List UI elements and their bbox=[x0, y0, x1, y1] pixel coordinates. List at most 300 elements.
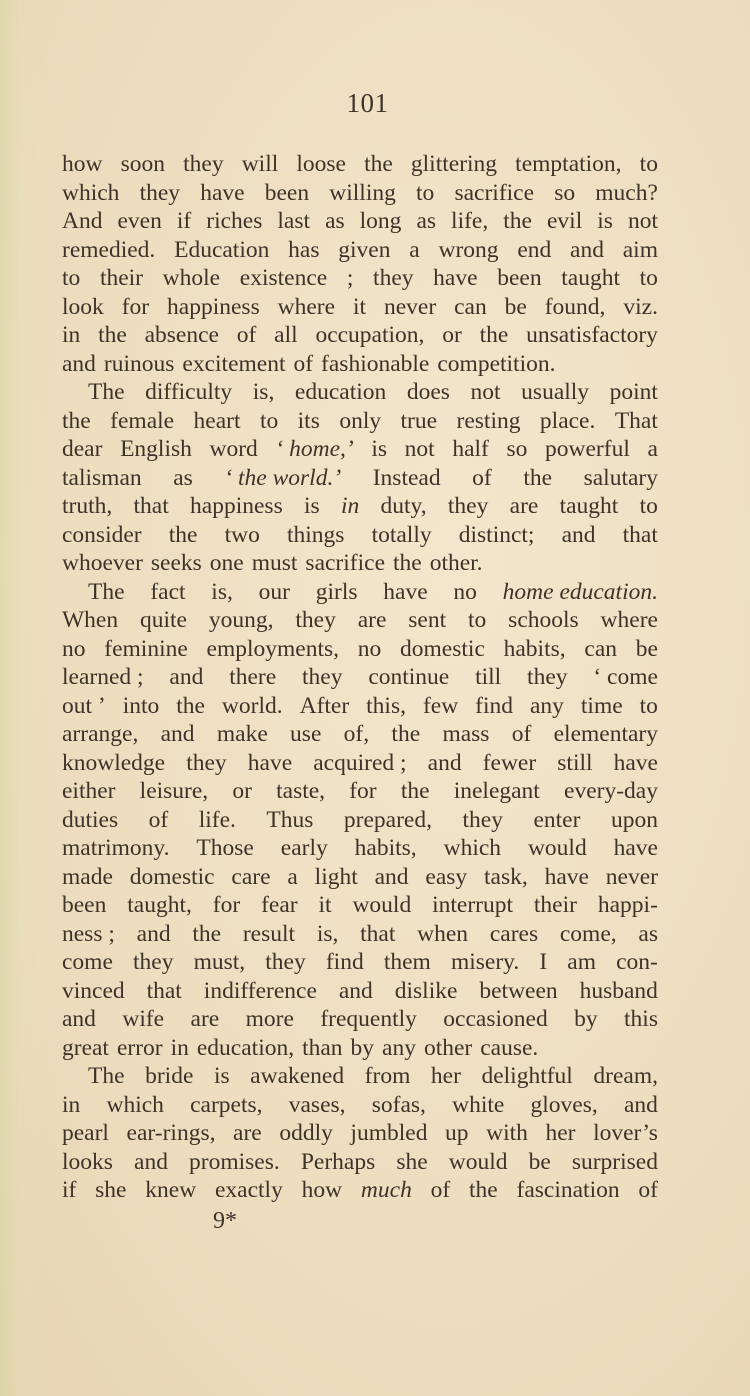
word: error bbox=[116, 1034, 163, 1061]
word: powerful bbox=[545, 436, 630, 462]
word: no bbox=[357, 635, 382, 662]
word: habits, bbox=[354, 835, 417, 861]
word: pearl bbox=[62, 1120, 109, 1146]
word: The bbox=[88, 578, 125, 605]
word: either bbox=[62, 778, 116, 804]
word: cause. bbox=[480, 1034, 539, 1061]
text-line bbox=[62, 150, 658, 179]
word: are bbox=[357, 607, 387, 633]
word: be bbox=[635, 635, 658, 662]
word: And bbox=[62, 208, 103, 234]
word: the bbox=[192, 920, 222, 947]
word: salutary bbox=[583, 464, 658, 491]
word: long bbox=[359, 208, 402, 234]
word: mass bbox=[442, 721, 490, 747]
word: they bbox=[527, 664, 568, 690]
word: the bbox=[469, 1177, 498, 1203]
text-line bbox=[62, 321, 658, 350]
text-line bbox=[62, 606, 658, 635]
word: taste, bbox=[276, 778, 326, 804]
word: schools bbox=[508, 607, 579, 633]
text-line bbox=[62, 692, 658, 721]
text-line bbox=[62, 236, 658, 265]
word: any bbox=[530, 692, 564, 719]
text-line bbox=[62, 1005, 658, 1034]
word: that bbox=[622, 521, 658, 548]
word: That bbox=[614, 407, 658, 434]
text-line bbox=[62, 948, 658, 977]
word: cares bbox=[489, 920, 539, 947]
text-line bbox=[62, 464, 658, 493]
word: have bbox=[613, 835, 658, 861]
word: happi- bbox=[597, 892, 658, 918]
word: been bbox=[264, 179, 310, 206]
word: and bbox=[338, 977, 373, 1004]
word: more bbox=[245, 1006, 294, 1032]
word: is bbox=[304, 493, 320, 519]
word: jumbled bbox=[350, 1120, 428, 1146]
body-text bbox=[62, 150, 658, 1205]
word: with bbox=[486, 1120, 528, 1146]
word: Perhaps bbox=[300, 1148, 376, 1175]
word: English bbox=[120, 436, 192, 462]
word: Education bbox=[174, 236, 270, 263]
word: sent bbox=[408, 607, 447, 633]
word: and bbox=[427, 749, 462, 776]
word: true bbox=[400, 407, 438, 434]
word: where bbox=[600, 607, 658, 633]
word: girls bbox=[315, 578, 358, 605]
word: lover’s bbox=[593, 1120, 658, 1146]
word: habits, bbox=[503, 635, 566, 662]
word: early bbox=[280, 835, 328, 861]
word: her bbox=[545, 1120, 576, 1146]
word: not bbox=[627, 208, 658, 234]
italic-word: ‘ home,’ bbox=[275, 436, 354, 462]
word: would bbox=[527, 835, 587, 861]
word: and bbox=[561, 521, 596, 548]
word: looks bbox=[62, 1148, 113, 1175]
word: and bbox=[169, 664, 204, 690]
word: of bbox=[472, 464, 492, 491]
word: given bbox=[338, 236, 391, 263]
word: word bbox=[209, 436, 258, 462]
text-line bbox=[62, 350, 658, 379]
word: am bbox=[567, 949, 597, 975]
word: only bbox=[339, 407, 382, 434]
word: elementary bbox=[553, 721, 658, 747]
word: misery. bbox=[450, 949, 520, 975]
word: is bbox=[371, 436, 388, 462]
word: life, bbox=[451, 208, 489, 234]
word: husband bbox=[579, 977, 658, 1004]
word: they bbox=[295, 607, 336, 633]
word: vinced bbox=[62, 977, 125, 1004]
word: taught, bbox=[127, 892, 192, 918]
word: all bbox=[274, 322, 298, 348]
word: to bbox=[639, 151, 658, 177]
text-line bbox=[62, 635, 658, 664]
word: of bbox=[430, 1177, 451, 1203]
word: time bbox=[580, 692, 623, 719]
word: absence bbox=[144, 322, 219, 348]
text-line bbox=[62, 834, 658, 863]
word: ruinous bbox=[103, 350, 175, 377]
text-line bbox=[62, 207, 658, 236]
word: exactly bbox=[214, 1177, 283, 1203]
word: never bbox=[605, 863, 658, 890]
word: the bbox=[176, 692, 205, 719]
word: inelegant bbox=[453, 778, 540, 804]
word: education, bbox=[196, 1034, 295, 1061]
word: white bbox=[452, 1091, 505, 1118]
word: no bbox=[453, 578, 477, 605]
word: learned ; bbox=[62, 664, 144, 690]
italic-word: home education. bbox=[502, 578, 658, 605]
word: which bbox=[62, 179, 120, 206]
word: up bbox=[445, 1120, 469, 1146]
word: other. bbox=[429, 550, 483, 576]
word: of bbox=[236, 322, 257, 348]
word: of bbox=[148, 806, 169, 833]
word: and bbox=[160, 721, 195, 747]
word: when bbox=[417, 920, 469, 947]
word: happiness bbox=[190, 493, 283, 519]
word: knowledge bbox=[62, 749, 166, 776]
word: fashionable bbox=[321, 350, 430, 377]
word: is, bbox=[211, 578, 233, 605]
word: does bbox=[406, 379, 450, 405]
word: which bbox=[106, 1091, 164, 1118]
word: the bbox=[98, 322, 127, 348]
word: from bbox=[364, 1063, 411, 1089]
word: of bbox=[638, 1177, 658, 1203]
word: in bbox=[170, 1034, 189, 1061]
word: frequently bbox=[320, 1006, 417, 1032]
word: in bbox=[62, 322, 81, 348]
word: the bbox=[400, 778, 430, 804]
word: dislike bbox=[394, 977, 458, 1004]
word: two bbox=[224, 521, 260, 548]
word: so bbox=[554, 179, 576, 206]
word: consider bbox=[62, 521, 142, 548]
word: for bbox=[349, 778, 377, 804]
word: between bbox=[479, 977, 558, 1004]
word: place. bbox=[539, 407, 596, 434]
text-line bbox=[62, 549, 658, 578]
word: have bbox=[383, 578, 428, 605]
signature-mark: 9* bbox=[213, 1208, 237, 1234]
text-line bbox=[62, 1062, 658, 1091]
word: in bbox=[62, 1091, 81, 1118]
word: matrimony. bbox=[62, 835, 170, 861]
word: world. bbox=[221, 692, 283, 719]
word: a bbox=[287, 863, 298, 890]
word: sacrifice bbox=[305, 550, 385, 576]
word: and bbox=[62, 350, 96, 377]
word: end bbox=[517, 236, 552, 263]
word: is bbox=[213, 1063, 230, 1089]
word: that bbox=[360, 920, 396, 947]
word: come bbox=[62, 949, 113, 975]
word: After bbox=[299, 692, 350, 719]
word: few bbox=[422, 692, 459, 719]
word: truth, bbox=[62, 493, 113, 519]
word: a bbox=[647, 436, 658, 462]
word: they bbox=[186, 749, 227, 776]
word: found, bbox=[544, 293, 606, 320]
word: sofas, bbox=[371, 1091, 426, 1118]
text-line bbox=[62, 492, 658, 521]
word: the bbox=[168, 521, 198, 548]
word: loose bbox=[296, 151, 346, 177]
word: which bbox=[443, 835, 502, 861]
word: or bbox=[232, 778, 252, 804]
text-line bbox=[62, 1034, 658, 1063]
word: resting bbox=[456, 407, 521, 434]
word: remedied. bbox=[62, 236, 156, 263]
word: young, bbox=[208, 607, 274, 633]
word: our bbox=[258, 578, 290, 605]
word: as bbox=[638, 920, 658, 947]
word: wife bbox=[122, 1006, 165, 1032]
text-line bbox=[62, 264, 658, 293]
word: existence bbox=[239, 265, 328, 291]
word: happiness bbox=[167, 293, 260, 320]
text-line bbox=[62, 749, 658, 778]
word: evil bbox=[547, 208, 583, 234]
word: how bbox=[301, 1177, 343, 1203]
word: into bbox=[122, 692, 160, 719]
word: acquired ; bbox=[313, 749, 407, 776]
word: whoever bbox=[62, 550, 143, 576]
word: promises. bbox=[189, 1148, 280, 1175]
word: are bbox=[509, 493, 539, 519]
word: easy bbox=[425, 863, 468, 890]
word: Thus bbox=[266, 806, 314, 833]
word: to bbox=[639, 265, 658, 291]
word: they bbox=[139, 179, 181, 206]
word: by bbox=[350, 1034, 375, 1061]
word: never bbox=[383, 293, 437, 320]
word: be bbox=[504, 293, 527, 320]
word: The bbox=[88, 379, 125, 405]
word: is, bbox=[316, 920, 339, 947]
word: if bbox=[176, 208, 192, 234]
word: not bbox=[470, 379, 501, 405]
word: unsatisfactory bbox=[526, 322, 658, 348]
word: as bbox=[173, 464, 193, 491]
italic-word: ‘ the world.’ bbox=[224, 464, 342, 491]
word: for bbox=[212, 892, 241, 918]
text-line bbox=[62, 1176, 658, 1205]
word: sacrifice bbox=[454, 179, 535, 206]
word: this bbox=[624, 1006, 658, 1032]
word: taught bbox=[559, 493, 619, 519]
word: prepared, bbox=[343, 806, 432, 833]
word: totally bbox=[371, 521, 432, 548]
word: can bbox=[454, 293, 487, 320]
word: been bbox=[497, 265, 542, 291]
text-line bbox=[62, 777, 658, 806]
word: have bbox=[247, 749, 293, 776]
word: delightful bbox=[481, 1063, 573, 1089]
word: whole bbox=[162, 265, 221, 291]
word: them bbox=[383, 949, 431, 975]
word: aim bbox=[622, 236, 658, 263]
word: made bbox=[62, 863, 113, 890]
word: usually bbox=[521, 379, 590, 405]
word: wrong bbox=[438, 236, 499, 263]
word: surprised bbox=[571, 1148, 658, 1175]
word: dear bbox=[62, 436, 103, 462]
word: ness ; bbox=[62, 920, 115, 947]
text-line bbox=[62, 578, 658, 607]
word: occasioned bbox=[443, 1006, 548, 1032]
word: they bbox=[133, 949, 174, 975]
word: ‘ come bbox=[593, 664, 658, 690]
word: life. bbox=[198, 806, 236, 833]
word: have bbox=[200, 179, 245, 206]
word: out ’ bbox=[62, 692, 106, 719]
word: they bbox=[302, 664, 343, 690]
word: as bbox=[416, 208, 437, 234]
word: task, bbox=[484, 863, 528, 890]
word: they bbox=[183, 151, 224, 177]
word: of, bbox=[343, 721, 370, 747]
word: interrupt bbox=[432, 892, 513, 918]
word: the bbox=[62, 407, 91, 434]
text-line bbox=[62, 806, 658, 835]
word: there bbox=[229, 664, 277, 690]
word: awakened bbox=[250, 1063, 345, 1089]
word: no bbox=[62, 635, 86, 662]
word: would bbox=[352, 892, 412, 918]
word: are bbox=[190, 1006, 220, 1032]
word: its bbox=[297, 407, 320, 434]
word: taught bbox=[561, 265, 620, 291]
word: the bbox=[503, 208, 532, 234]
word: to bbox=[416, 179, 435, 206]
word: bride bbox=[145, 1063, 194, 1089]
word: I bbox=[539, 949, 548, 975]
word: have bbox=[433, 265, 478, 291]
word: dream, bbox=[593, 1063, 658, 1089]
text-line bbox=[62, 920, 658, 949]
word: continue bbox=[368, 664, 450, 690]
word: to bbox=[62, 265, 81, 291]
word: the bbox=[364, 151, 393, 177]
word: where bbox=[277, 293, 336, 320]
text-line bbox=[62, 1091, 658, 1120]
word: this, bbox=[366, 692, 406, 719]
word: occupation, bbox=[315, 322, 425, 348]
text-line bbox=[62, 891, 658, 920]
word: the bbox=[392, 550, 422, 576]
word: her bbox=[430, 1063, 461, 1089]
word: have bbox=[544, 863, 589, 890]
word: to bbox=[468, 607, 487, 633]
word: will bbox=[241, 151, 279, 177]
word: other bbox=[423, 1034, 473, 1061]
word: and bbox=[62, 1006, 96, 1032]
word: must bbox=[251, 550, 298, 576]
word: employments, bbox=[206, 635, 340, 662]
text-line bbox=[62, 863, 658, 892]
word: oddly bbox=[279, 1120, 333, 1146]
word: competition. bbox=[437, 350, 556, 377]
word: viz. bbox=[623, 293, 658, 320]
word: that bbox=[133, 493, 169, 519]
word: are bbox=[233, 1120, 262, 1146]
word: light bbox=[314, 863, 358, 890]
word: she bbox=[396, 1148, 428, 1175]
word: and bbox=[570, 236, 604, 263]
word: of bbox=[511, 721, 532, 747]
word: fear bbox=[261, 892, 298, 918]
word: come, bbox=[559, 920, 617, 947]
word: or bbox=[442, 322, 462, 348]
word: by bbox=[574, 1006, 598, 1032]
word: still bbox=[557, 749, 593, 776]
word: con- bbox=[616, 949, 658, 975]
word: leisure, bbox=[139, 778, 209, 804]
word: point bbox=[609, 379, 658, 405]
word: domestic bbox=[400, 635, 485, 662]
word: half bbox=[452, 436, 489, 462]
word: arrange, bbox=[62, 721, 139, 747]
word: duty, bbox=[380, 493, 427, 519]
word: fewer bbox=[482, 749, 537, 776]
word: it bbox=[318, 892, 332, 918]
word: they bbox=[373, 265, 414, 291]
word: things bbox=[286, 521, 345, 548]
word: result bbox=[242, 920, 296, 947]
word: can bbox=[584, 635, 618, 662]
word: willing bbox=[329, 179, 396, 206]
word: soon bbox=[120, 151, 165, 177]
word: be bbox=[528, 1148, 551, 1175]
word: When bbox=[62, 607, 119, 633]
word: difficulty bbox=[145, 379, 233, 405]
word: carpets, bbox=[190, 1091, 263, 1118]
word: have bbox=[613, 749, 658, 776]
word: and bbox=[374, 863, 409, 890]
word: if bbox=[62, 1177, 77, 1203]
word: ; bbox=[346, 265, 354, 291]
text-line bbox=[62, 378, 658, 407]
word: as bbox=[325, 208, 345, 234]
word: use bbox=[290, 721, 322, 747]
word: care bbox=[231, 863, 271, 890]
word: than bbox=[302, 1034, 343, 1061]
word: till bbox=[475, 664, 502, 690]
text-line bbox=[62, 293, 658, 322]
word: to bbox=[639, 692, 658, 719]
word: is bbox=[597, 208, 613, 234]
word: they bbox=[462, 806, 503, 833]
text-line bbox=[62, 1119, 658, 1148]
page-number: 101 bbox=[346, 88, 389, 118]
word: The bbox=[88, 1063, 125, 1089]
word: that bbox=[146, 977, 182, 1004]
word: look bbox=[62, 293, 104, 320]
word: has bbox=[288, 236, 320, 263]
word: the bbox=[391, 721, 421, 747]
word: and bbox=[623, 1091, 658, 1118]
word: to bbox=[639, 493, 658, 519]
word: and bbox=[136, 920, 171, 947]
